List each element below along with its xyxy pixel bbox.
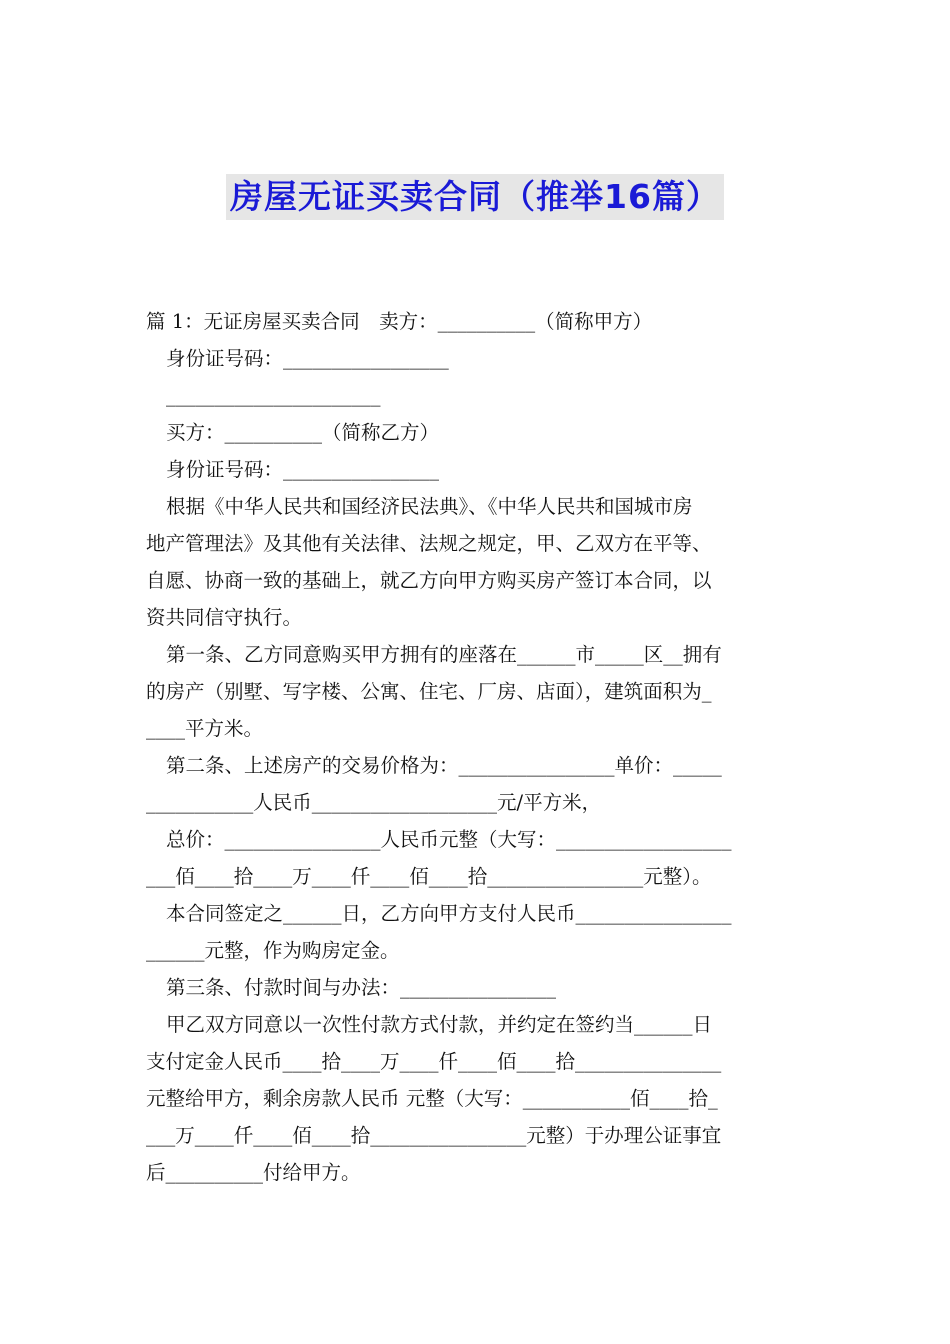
contract-line: 地产管理法》及其他有关法律、法规之规定，甲、乙双方在平等、 xyxy=(146,532,712,555)
contract-line: 第二条、上述房产的交易价格为：________________单价：_____ xyxy=(166,754,722,777)
contract-line: 第一条、乙方同意购买甲方拥有的座落在______市_____区__拥有 xyxy=(166,643,722,666)
contract-line: ___万____仟____佰____拾________________元整）于办理公证事宜 xyxy=(146,1124,722,1147)
contract-line: 篇 1：无证房屋买卖合同 卖方：__________（简称甲方） xyxy=(146,310,653,333)
contract-line: ______________________ xyxy=(166,384,381,407)
contract-line: ___佰____拾____万____仟____佰____拾________________元整）。 xyxy=(146,865,712,888)
contract-line: 资共同信守执行。 xyxy=(146,606,303,629)
contract-line: 支付定金人民币____拾____万____仟____佰____拾_______________ xyxy=(146,1050,722,1073)
contract-line: 自愿、协商一致的基础上，就乙方向甲方购买房产签订本合同，以 xyxy=(146,569,712,592)
contract-line: 买方：__________（简称乙方） xyxy=(166,421,440,444)
contract-line: 总价：________________人民币元整（大写：__________________ xyxy=(166,828,732,851)
contract-line: 本合同签定之______日，乙方向甲方支付人民币________________ xyxy=(166,902,732,925)
contract-line: 第三条、付款时间与办法：________________ xyxy=(166,976,557,999)
contract-body xyxy=(146,303,808,1191)
contract-line: 身份证号码：_________________ xyxy=(166,347,449,370)
contract-line: ___________人民币___________________元/平方米， xyxy=(146,791,602,814)
contract-line: 根据《中华人民共和国经济民法典》、《中华人民共和国城市房 xyxy=(166,495,693,518)
title-container xyxy=(0,174,950,220)
contract-line: 元整给甲方，剩余房款人民币 元整（大写：___________佰____拾_ xyxy=(146,1087,718,1110)
contract-line: 甲乙双方同意以一次性付款方式付款，并约定在签约当______日 xyxy=(166,1013,713,1036)
contract-line: 身份证号码：________________ xyxy=(166,458,440,481)
contract-line: ______元整，作为购房定金。 xyxy=(146,939,400,962)
contract-line: 后__________付给甲方。 xyxy=(146,1161,361,1184)
contract-line: ____平方米。 xyxy=(146,717,264,740)
document-title: 房屋无证买卖合同（推举16篇） xyxy=(226,174,724,220)
contract-line: 的房产（别墅、写字楼、公寓、住宅、厂房、店面），建筑面积为_ xyxy=(146,680,712,703)
